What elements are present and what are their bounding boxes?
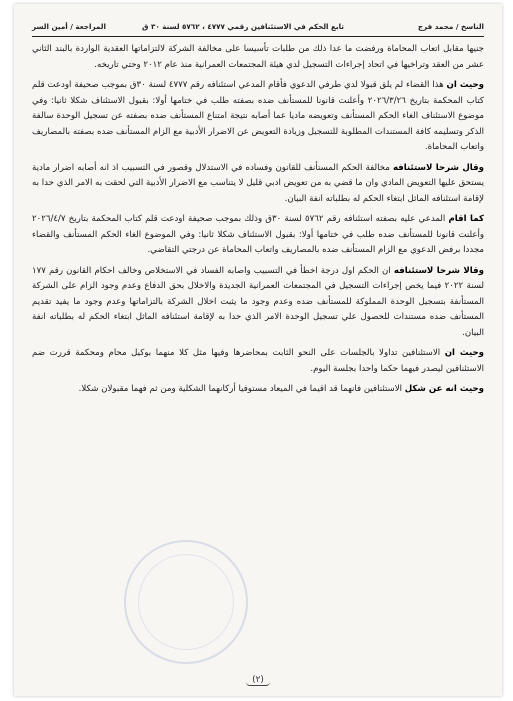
page-footer [14,675,502,686]
paragraph: كما اقام المدعي عليه بصفته استئنافه رقم ٥٧٦٢ لسنة ٣٠ق وذلك بموجب صحيفة اودعت قلم كتاب المحكمة بتاريخ ٢٠٢٦/٤/٧ وأعلنت قانونا للمستأنف ضده طلب في ختامها أولا: بقبول الاستئناف شكلا ثانيا: وفي الموضوع الغاء الحكم المستأنف والقضاء مجددا برفض الدعوي مع الزام المستأنف ضده بالمصاريف واتعاب المحاماة عن درجتي التقاضي. [32,214,484,255]
header-case-title: تابع الحكم في الاستئنافين رقمي ٤٧٧٧ ، ٥٧٦٢ لسنة ٣٠ ق [142,22,344,31]
paragraph: وقال شرحا لاستئنافه مخالفة الحكم المستأنف للقانون وفساده في الاستدلال وقصور في التسبيب اذ انه أصابه اضرار مادية يستحق عليها التعويض المادي وان ما قضي به من تعويض ادبي قليل لا يتناسب مع الاضرار الأدبية التي لحقت به الامر الذي حدا به لإقامة استئنافه الماثل ابتغاء الحكم له بطلباته انفة البيان. [32,162,484,204]
document-page [14,4,502,696]
paragraph: وحيث ان هذا القضاء لم يلق قبولا لدي طرفي الدعوي فأقام المدعي استئنافه رقم ٤٧٧٧ لسنة ٣٠ق بموجب صحيفة اودعت قلم كتاب المحكمة بتاريخ ٢٠٢٦/٣/٢٦ وأعلنت قانونا للمستأنف ضده بصفته طلب في ختامها أولا: بقبول الاستئناف شكلا ثانيا: وفي موضوع الاستئناف الغاء الحكم المستأنف وتعويضه ماديا عما أصابه نتيجة امتناع المستأنف ضده بصفته عن تسجيل الوحدة سالفة الذكر وتسليمه كافة المستندات المطلوبة للتسجيل وزيادة التعويض عن الاضرار الأدبية مع الزام المستأنف ضده بصفته بالمصاريف واتعاب المحاماة. [32,80,484,152]
paragraph: وقالا شرحا لاستئنافه ان الحكم اول درجة اخطأ في التسبيب واصابه الفساد في الاستخلاص وخالف احكام القانون رقم ١٧٧ لسنة ٢٠٢٢ فيما يخص إجراءات التسجيل في المجتمعات العمرانية الجديدة والاخلال بحق الدفاع وعدم وجود الزام على الشركة المستأنفة بتسجيل الوحدة المملوكة للمستأنف ضده وعدم وجود ما يثبت اخلال الشركة بالتزاماتها وعدم وجود ما يفيد تقديم المستأنف ضده مستندات للحصول علي تسجيل الوحدة الامر الذي حدا به لإقامة استئنافه الماثل ابتغاء الحكم له بطلباته انفة البيان. [32,265,484,338]
page-header [32,18,484,37]
header-reviewer: المراجعة / أمين السر [32,22,106,31]
paragraph: جنيها مقابل اتعاب المحاماة ورفضت ما عدا ذلك من طلبات تأسيسا على مخالفة الشركة لالتزاماتها العقدية الواردة بالبند الثاني عشر من العقد وتراخيها في اتحاد إجراءات التسجيل لدي هيئة المجتمعات العمرانية منذ عام ٢٠١٢ وحتي تاريخه. [32,44,484,70]
document-body [32,42,484,660]
paragraph: وحيث انه عن شكل الاستئنافين فانهما قد اقيما في الميعاد مستوفيا أركانهما الشكلية ومن ثم فهما مقبولان شكلا. [78,384,484,394]
header-copyist: الناسخ / محمد فرج [417,22,484,31]
page-number: (٢) [246,675,270,686]
paragraph: وحيث ان الاستئنافين تداولا بالجلسات على النحو الثابت بمحاضرها وفيها مثل كلا منهما بوكيل محام ومحكمة قررت ضم الاستئنافين ليصدر فيهما حكما واحدا بجلسة اليوم. [32,348,484,374]
